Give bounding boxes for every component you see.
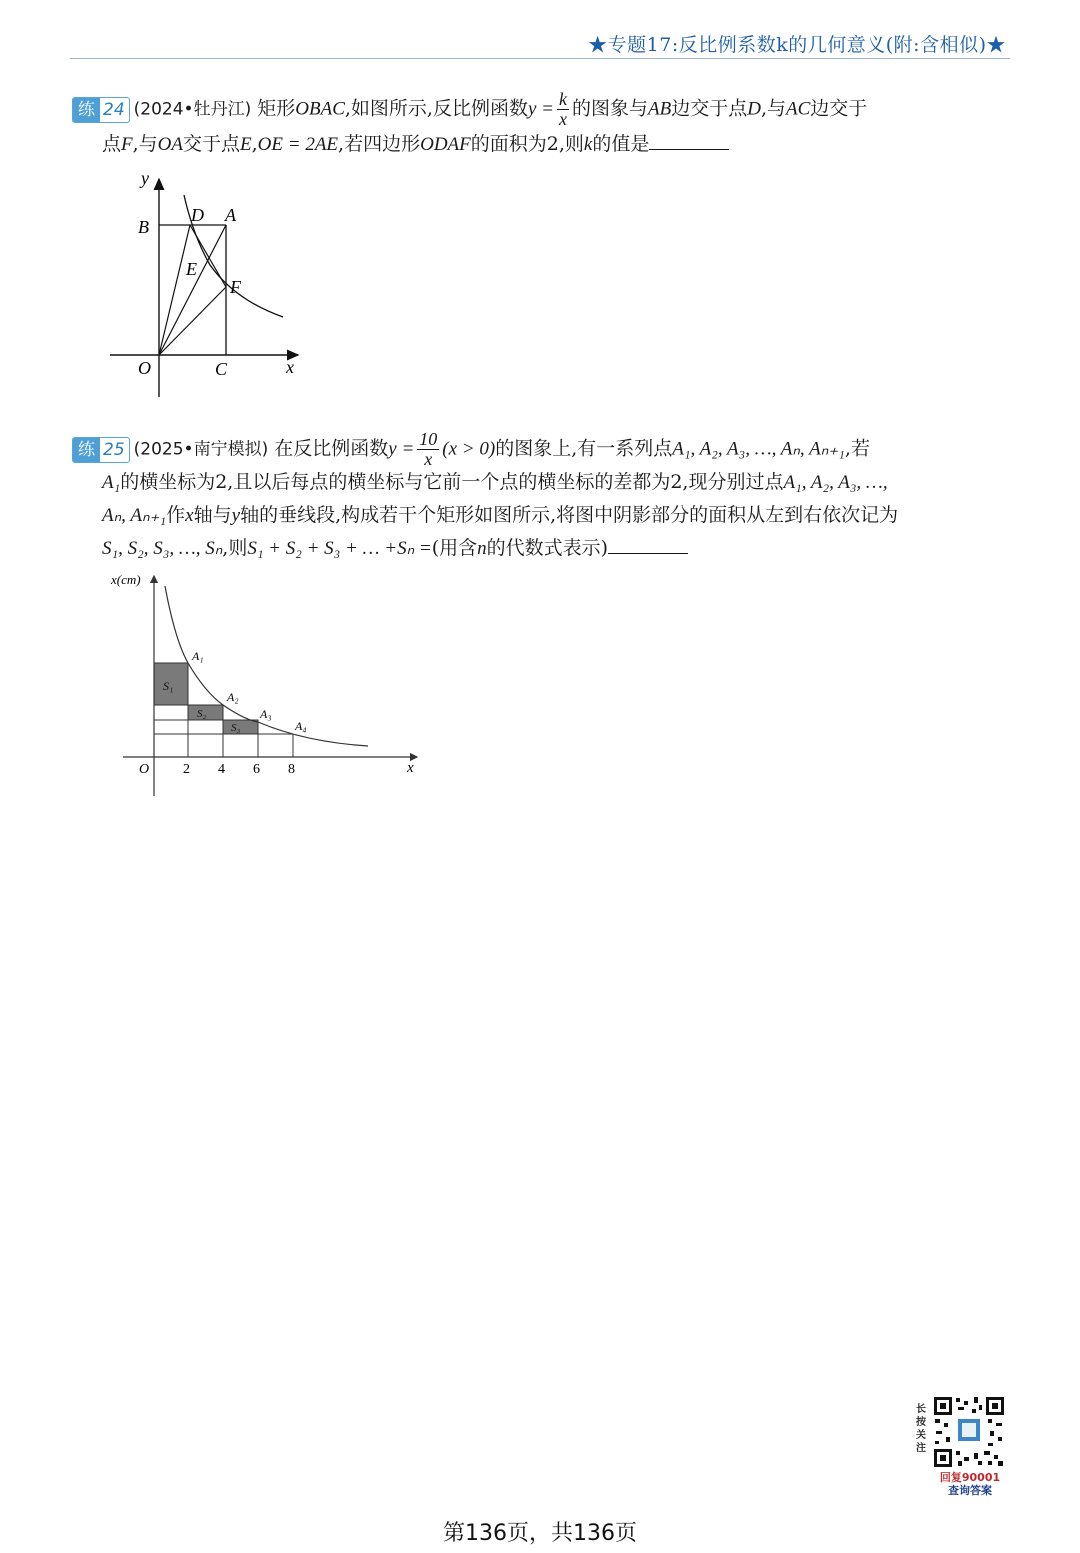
label-A: A: [225, 205, 236, 225]
label-O: O: [139, 762, 150, 777]
page-footer: 第136页，共136页: [443, 1521, 637, 1546]
problem-25-line-1: 练 25 (2025•南宁模拟) 在反比例函数y = $\frac{10}{x}$ (x > 0)的图象上,有一系列点A₁, A₂, A₃, …, Aₙ, Aₙ₊₁,若: [72, 430, 870, 469]
exercise-badge: 练 25: [72, 437, 130, 463]
tick-label-2: 2: [183, 762, 190, 777]
tick-label-4: 4: [218, 762, 225, 777]
qr-code-block[interactable]: [912, 1393, 1012, 1503]
segment-OD: [159, 225, 190, 355]
problem-25-line-2: A₁的横坐标为2,且以后每点的横坐标与它前一个点的横坐标的差都为2,现分别过点A₁, A₂, A₃, …,: [102, 471, 888, 493]
fraction-10-over-x: $\frac{10}{x}$: [419, 429, 438, 469]
label-y-axis: y: [141, 168, 149, 188]
exercise-badge: 练 24: [72, 97, 130, 123]
page-header: [70, 28, 1010, 59]
answer-blank: [608, 535, 688, 554]
figure-24: [105, 165, 315, 400]
label-B: B: [138, 217, 149, 237]
area-label-S1: S₁: [163, 679, 174, 693]
label-O: O: [138, 358, 151, 378]
problem-source: (2025•南宁模拟): [133, 439, 269, 460]
header-title: ★专题17:反比例系数k的几何意义(附:含相似)★: [588, 34, 1006, 56]
problem-24-line-2: 点F,与OA交于点E,OE = 2AE,若四边形ODAF的面积为2,则k的值是: [102, 130, 729, 159]
shaded-S3: [223, 720, 258, 734]
segment-OA: [159, 225, 226, 355]
label-F: F: [230, 277, 241, 297]
area-label-S3: S₃: [231, 722, 241, 734]
tick-label-6: 6: [253, 762, 260, 777]
point-label-A3: A₃: [260, 707, 272, 721]
label-x-axis: x: [407, 760, 414, 776]
hyperbola-curve: [165, 586, 368, 746]
label-E: E: [186, 259, 197, 279]
answer-blank: [649, 131, 729, 150]
label-C: C: [215, 359, 228, 379]
label-y-axis: x(cm): [111, 572, 141, 587]
point-label-A4: A₄: [295, 719, 307, 733]
qr-code-icon: [932, 1395, 1006, 1469]
problem-25-line-4: S₁, S₂, S₃, …, Sₙ,则S₁ + S₂ + S₃ + … +Sₙ =(用含n的代数式表示): [102, 534, 688, 563]
problem-25-line-3: Aₙ, Aₙ₊₁作x轴与y轴的垂线段,构成若干个矩形如图所示,将图中阴影部分的面积从左到右依次记为: [102, 504, 899, 526]
area-label-S2: S₂: [197, 708, 207, 720]
qr-caption: 回复90001 查询答案: [939, 1471, 1001, 1497]
problem-source: (2024•牡丹江): [133, 99, 252, 120]
label-x-axis: x: [286, 357, 294, 377]
tick-label-8: 8: [288, 762, 295, 777]
point-label-A1: A₁: [192, 649, 204, 663]
figure-25: [105, 570, 425, 800]
problem-24-line-1: 练 24 (2024•牡丹江) 矩形OBAC,如图所示,反比例函数y = $\frac{k}{x}$ 的图象与AB边交于点D,与AC边交于: [72, 90, 867, 129]
label-D: D: [191, 205, 204, 225]
fraction-k-over-x: $\frac{k}{x}$: [558, 89, 567, 129]
segment-OF: [159, 287, 226, 355]
qr-side-text: 长 按 关 注: [916, 1404, 926, 1454]
point-label-A2: A₂: [227, 690, 239, 704]
